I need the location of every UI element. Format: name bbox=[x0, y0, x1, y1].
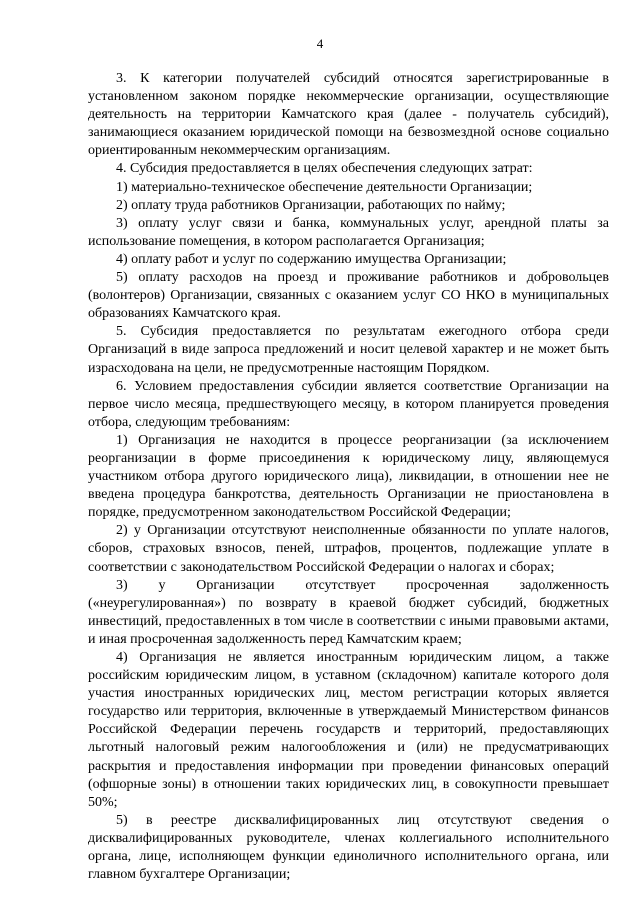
paragraph-clause-4-item-1: 1) материально-техническое обеспечение деятельности Организации; bbox=[116, 179, 533, 195]
paragraph-clause-6-item-5: 5) в реестре дисквалифицированных лиц отсутствуют сведения о дисквалифицированных руководителе, членах коллегиального исполнительного органа, лице, исполняющем функции единоличного исполнительного органа, или главном бухгалтере Организации; bbox=[88, 812, 609, 883]
paragraph-clause-6-item-3: 3) у Организации отсутствует просроченная задолженность («неурегулированная») по возврату в краевой бюджет субсидий, бюджетных инвестиций, предоставленных в том числе в соответствии с иными правовыми актами, и иная просроченная задолженность перед Камчатским краем; bbox=[88, 577, 609, 647]
paragraph-clause-6-item-1: 1) Организация не находится в процессе реорганизации (за исключением реорганизации в форме присоединения к юридическому лицу, являющемуся участником отбора другого юридического лица), ликвидации, в отношении нее не введена процедура банкротства, деятельность Организации не приостановлена в порядке, предусмотренном законодательством Российской Федерации; bbox=[88, 432, 609, 521]
paragraph-clause-4-item-3: 3) оплату услуг связи и банка, коммунальных услуг, арендной платы за использование помещения, в котором располагается Организация; bbox=[88, 215, 609, 249]
page-number: 4 bbox=[316, 36, 324, 51]
paragraph-clause-4: 4. Субсидия предоставляется в целях обеспечения следующих затрат: bbox=[116, 161, 533, 177]
paragraph-clause-4-item-2: 2) оплату труда работников Организации, работающих по найму; bbox=[116, 197, 506, 213]
paragraph-clause-3: 3. К категории получателей субсидий относятся зарегистрированные в установленном законом порядке некоммерческие организации, осуществляющие деятельность на территории Камчатского края (далее - получатель субсидий), занимающиеся оказанием юридической помощи на безвозмездной основе социально ориентированным некоммерческим организациям. bbox=[88, 71, 609, 159]
paragraph-clause-6-item-4: 4) Организация не является иностранным юридическим лицом, а также российским юридическим лицом, в уставном (складочном) капитале которого доля участия иностранных юридических лиц, местом регистрации которых является государство или территория, включенные в утверждаемый Министерством финансов Российской Федерации перечень государств и территорий, предоставляющих льготный налоговый режим налогообложения и (или) не предусматривающих раскрытия и предоставления информации при проведении финансовых операций (офшорные зоны) в отношении таких юридических лиц, в совокупности превышает 50%; bbox=[88, 650, 609, 810]
paragraph-clause-6: 6. Условием предоставления субсидии является соответствие Организации на первое число месяца, предшествующего месяцу, в котором планируется проведения отбора, следующим требованиям: bbox=[88, 378, 609, 430]
paragraph-clause-5: 5. Субсидия предоставляется по результатам ежегодного отбора среди Организаций в виде запроса предложений и носит целевой характер и не может быть израсходована на цели, не предусмотренные настоящим Порядком. bbox=[88, 324, 609, 376]
paragraph-clause-4-item-4: 4) оплату работ и услуг по содержанию имущества Организации; bbox=[116, 251, 507, 267]
paragraph-clause-4-item-5: 5) оплату расходов на проезд и проживание работников и добровольцев (волонтеров) Организации, связанных с оказанием услуг СО НКО в муниципальных образованиях Камчатского края. bbox=[88, 270, 609, 322]
paragraph-clause-6-item-2: 2) у Организации отсутствуют неисполненные обязанности по уплате налогов, сборов, страховых взносов, пеней, штрафов, процентов, подлежащие уплате в соответствии с законодательством Российской Федерации о налогах и сборах; bbox=[88, 523, 609, 575]
document-body bbox=[88, 70, 609, 884]
